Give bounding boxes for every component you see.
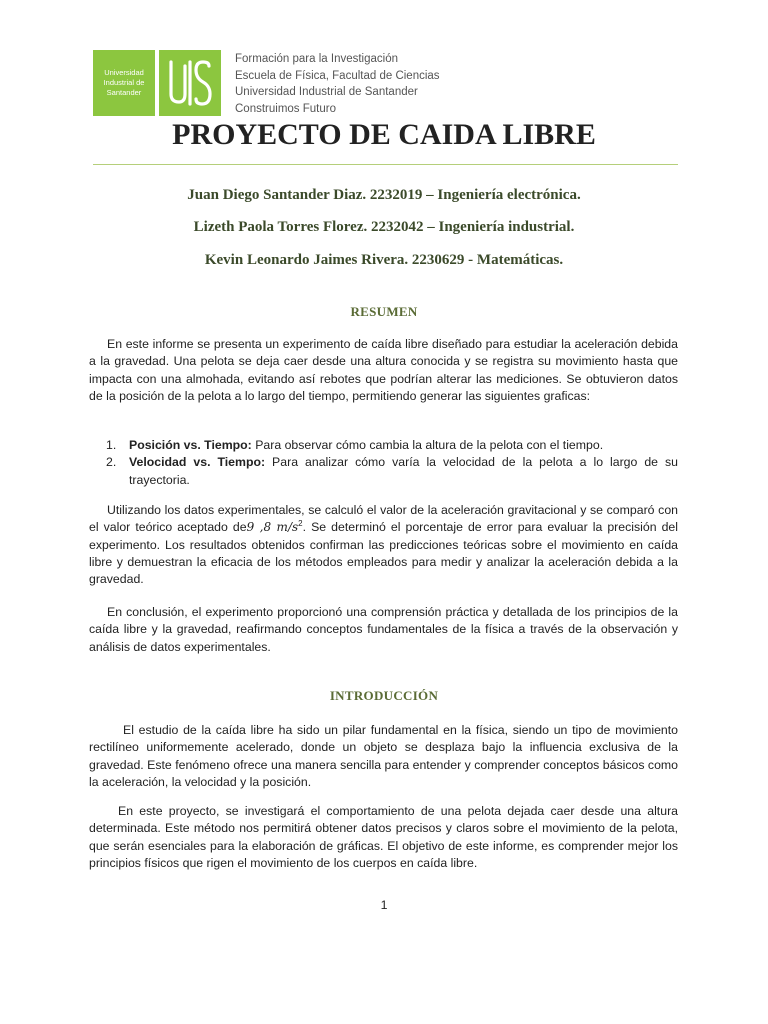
institution-line-3: Universidad Industrial de Santander bbox=[235, 86, 418, 98]
author-2: Lizeth Paola Torres Florez. 2232042 – Ingeniería industrial. bbox=[193, 219, 575, 235]
list-item bbox=[89, 437, 678, 454]
resumen-paragraph-2 bbox=[89, 502, 678, 588]
university-logo bbox=[93, 50, 155, 116]
resumen-paragraph-1: En este informe se presenta un experimento de caída libre diseñado para estudiar la aceleración debida a la gravedad. Una pelota se deja caer desde una altura conocida y se registra su movimiento hasta que impacta con una almohada, evitando así rebotes que podrían alterar las mediciones. Se obtuvieron datos de la posición de la pelota a lo largo del tiempo, permitiendo generar las siguientes graficas: bbox=[89, 337, 678, 403]
institution-info bbox=[235, 51, 440, 117]
logo-text-line-2: Industrial de bbox=[103, 78, 145, 87]
list-item-text: Para analizar cómo varía la velocidad de la pelota a lo largo de su trayectoria. bbox=[129, 455, 678, 487]
author-1: Juan Diego Santander Diaz. 2232019 – Ingeniería electrónica. bbox=[187, 187, 581, 203]
logo-text-line-3: Santander bbox=[106, 88, 142, 97]
list-item bbox=[89, 454, 678, 489]
uis-seal-icon bbox=[159, 50, 221, 116]
title-divider bbox=[93, 164, 678, 165]
list-item-number: 2. bbox=[106, 455, 117, 470]
intro-paragraph-2: En este proyecto, se investigará el comportamiento de una pelota dejada caer desde una altura determinada. Este método nos permitirá obtener datos precisos y claros sobre el movimiento de la pelota, que serán esenciales para la elaboración de gráficas. El objetivo de este informe, es comprender mejor los principios físicos que rigen el movimiento de los cuerpos en caída libre. bbox=[89, 804, 678, 870]
institution-line-1: Formación para la Investigación bbox=[235, 53, 398, 65]
gravity-value: 9 ,8 m/s bbox=[246, 520, 299, 535]
logo-text-line-1: Universidad bbox=[104, 68, 144, 77]
institution-line-2: Escuela de Física, Facultad de Ciencias bbox=[235, 69, 440, 82]
list-item-label: Posición vs. Tiempo: bbox=[129, 438, 252, 452]
author-3: Kevin Leonardo Jaimes Rivera. 2230629 - Matemáticas. bbox=[204, 252, 564, 268]
list-item-text: Para observar cómo cambia la altura de la pelota con el tiempo. bbox=[251, 438, 604, 452]
header bbox=[93, 50, 693, 116]
list-item-number: 1. bbox=[106, 438, 117, 452]
graph-list bbox=[89, 437, 678, 489]
list-item-label: Velocidad vs. Tiempo: bbox=[129, 455, 266, 470]
gravity-exponent: 2 bbox=[298, 519, 303, 529]
intro-paragraph-1: El estudio de la caída libre ha sido un pilar fundamental en la física, siendo un tipo de movimiento rectilíneo uniformemente acelerado, donde un objeto se desplaza bajo la influencia exclusiva de la gravedad. Este fenómeno ofrece una manera sencilla para entender y comprender conceptos básicos como la aceleración, la velocidad y la posición. bbox=[89, 723, 678, 789]
institution-line-4: Construimos Futuro bbox=[235, 102, 336, 115]
section-heading-resumen: RESUMEN bbox=[350, 304, 418, 319]
p2-text-after: . Se determinó el porcentaje de error para evaluar la precisión del experimento. Los resultados obtenidos confirman las predicciones teóricas sobre el movimiento en caída libre y demuestran la eficacia de los métodos empleados para medir y analizar la aceleración debida a la gravedad. bbox=[89, 520, 679, 587]
document-title: PROYECTO DE CAIDA LIBRE bbox=[172, 118, 596, 151]
resumen-paragraph-3: En conclusión, el experimento proporcionó una comprensión práctica y detallada de los principios de la caída libre y la gravedad, reafirmando conceptos fundamentales de la física a través de la observación y análisis de datos experimentales. bbox=[89, 605, 678, 654]
page-number: 1 bbox=[380, 898, 388, 912]
section-heading-introduccion: INTRODUCCIÓN bbox=[329, 688, 439, 703]
p2-text-before: Utilizando los datos experimentales, se calculó el valor de la aceleración gravitacional y se comparó con el valor teórico aceptado de bbox=[89, 503, 678, 535]
